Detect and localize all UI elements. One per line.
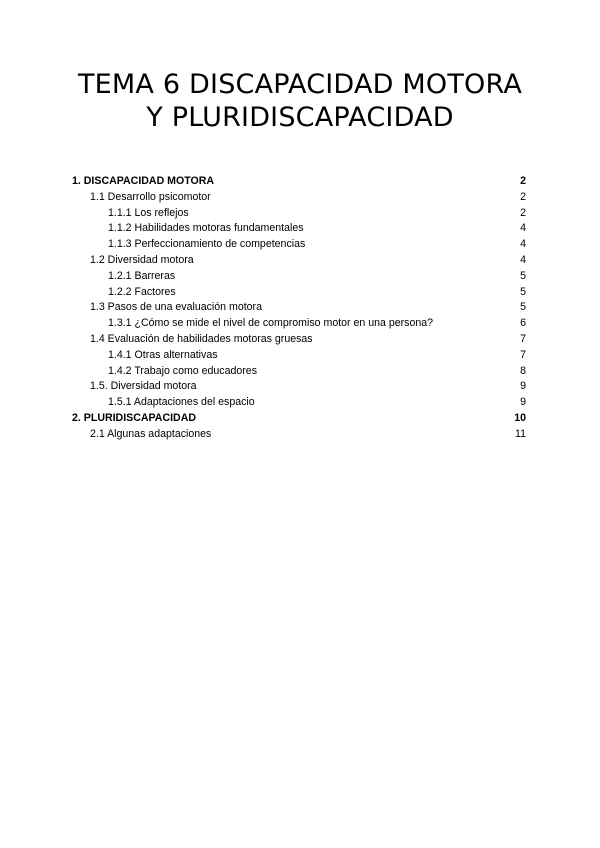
toc-entry-label: 1.1.3 Perfeccionamiento de competencias (108, 238, 306, 251)
toc-entry-label: 1.5.1 Adaptaciones del espacio (108, 396, 255, 409)
toc-entry-page: 9 (520, 380, 526, 393)
toc-entry[interactable] (72, 253, 526, 269)
toc-entry-label: 1.1 Desarrollo psicomotor (90, 190, 211, 203)
toc-entry-page: 5 (520, 269, 526, 282)
toc-entry-label: 1.1.1 Los reflejos (108, 206, 189, 219)
toc-entry-label: 1.4 Evaluación de habilidades motoras gruesas (90, 332, 313, 345)
toc-entry[interactable] (72, 332, 526, 348)
toc-entry-page: 4 (520, 253, 526, 266)
toc-entry-label: 2.1 Algunas adaptaciones (90, 427, 212, 440)
toc-entry-page: 4 (520, 238, 526, 251)
toc-entry[interactable] (72, 285, 526, 301)
toc-entry-label: 1.3.1 ¿Cómo se mide el nivel de compromiso motor en una persona? (108, 317, 434, 330)
toc-entry-page: 2 (520, 190, 526, 203)
toc-entry[interactable] (72, 364, 526, 380)
title-line-1: TEMA 6 DISCAPACIDAD MOTORA (77, 69, 523, 100)
toc-entry-page: 9 (520, 396, 526, 409)
title-line-2: Y PLURIDISCAPACIDAD (146, 102, 454, 133)
toc-entry-label: 1.3 Pasos de una evaluación motora (90, 301, 262, 314)
toc-entry[interactable] (72, 316, 526, 332)
toc-entry-page: 7 (520, 348, 526, 361)
toc-entry-page: 2 (520, 175, 526, 187)
toc-entry-label: 1.5. Diversidad motora (90, 380, 197, 393)
toc-entry-label: 1.2.1 Barreras (108, 269, 176, 282)
toc-entry-page: 2 (520, 206, 526, 219)
toc-entry[interactable] (72, 300, 526, 316)
toc-entry-label: 1.4.2 Trabajo como educadores (108, 364, 257, 377)
toc-entry-page: 4 (520, 222, 526, 235)
toc-entry-label: 2. PLURIDISCAPACIDAD (72, 411, 196, 424)
toc-entry[interactable] (72, 190, 526, 206)
toc-entry-page: 11 (515, 427, 526, 440)
toc-entry[interactable] (72, 237, 526, 253)
toc-entry[interactable] (72, 427, 526, 443)
toc-entry-page: 5 (520, 301, 526, 314)
toc-entry[interactable] (72, 379, 526, 395)
toc-entry-label: 1. DISCAPACIDAD MOTORA (72, 175, 215, 187)
table-of-contents (72, 174, 526, 443)
toc-entry-label: 1.4.1 Otras alternativas (108, 348, 218, 361)
toc-entry[interactable] (72, 395, 526, 411)
toc-entry[interactable] (72, 269, 526, 285)
toc-entry[interactable] (72, 411, 526, 427)
page-title (0, 68, 600, 134)
toc-entry-page: 6 (520, 317, 526, 330)
toc-entry-page: 7 (520, 332, 526, 345)
toc-entry-label: 1.1.2 Habilidades motoras fundamentales (108, 222, 304, 235)
toc-entry[interactable] (72, 206, 526, 222)
toc-entry-page: 5 (520, 285, 526, 298)
toc-entry-label: 1.2 Diversidad motora (90, 253, 194, 266)
toc-entry[interactable] (72, 348, 526, 364)
toc-entry-page: 10 (514, 411, 526, 424)
toc-entry[interactable] (72, 221, 526, 237)
toc-entry-label: 1.2.2 Factores (108, 285, 176, 298)
toc-entry[interactable] (72, 174, 526, 190)
toc-entry-page: 8 (520, 364, 526, 377)
